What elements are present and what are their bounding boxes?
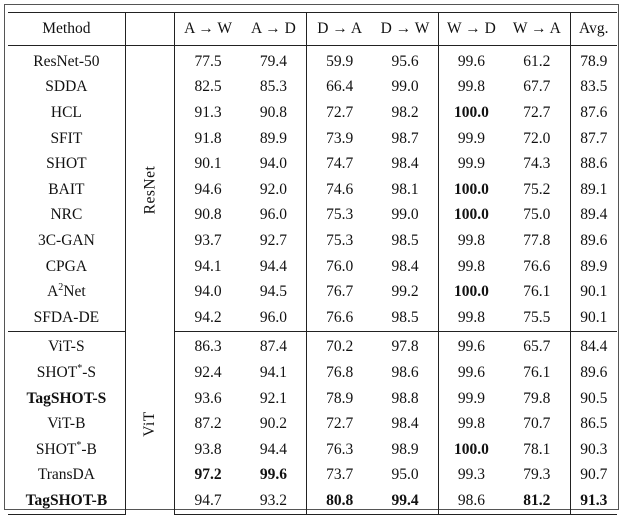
avg-cell: 90.7 [570, 463, 617, 489]
avg-cell: 88.6 [570, 151, 617, 177]
table-row [8, 386, 617, 412]
value-cell: 99.9 [438, 126, 504, 152]
method-sup: * [76, 439, 82, 451]
value-cell: 100.0 [438, 203, 504, 229]
value-cell: 100.0 [438, 177, 504, 203]
value-cell: 81.2 [504, 488, 570, 514]
value-cell: 98.4 [391, 155, 419, 173]
table-row [8, 305, 617, 331]
method-cell: ResNet-50 [33, 52, 100, 70]
method-base: SHOT [35, 440, 77, 458]
value-cell: 79.4 [259, 52, 287, 70]
value-cell: 94.6 [175, 177, 241, 203]
header-backbone [125, 13, 175, 46]
value-cell: 97.2 [175, 463, 241, 489]
value-cell: 76.0 [307, 254, 373, 280]
value-cell: 98.5 [391, 231, 419, 249]
value-cell: 98.7 [391, 129, 419, 147]
avg-cell: 89.9 [570, 254, 617, 280]
value-cell: 87.4 [259, 338, 287, 356]
method-rest: Net [63, 283, 86, 301]
value-cell: 70.7 [523, 415, 551, 433]
value-cell: 73.9 [307, 126, 373, 152]
value-cell: 99.6 [438, 46, 504, 75]
value-cell: 91.8 [175, 126, 241, 152]
value-cell: 74.3 [523, 155, 551, 173]
value-cell: 80.8 [307, 488, 373, 514]
value-cell: 70.2 [307, 331, 373, 360]
method-base: SHOT [36, 363, 78, 381]
value-cell: 100.0 [438, 437, 504, 463]
method-cell: SFDA-DE [8, 305, 125, 331]
value-cell: 94.1 [259, 363, 287, 381]
value-cell: 99.4 [372, 488, 438, 514]
value-cell: 89.9 [259, 129, 287, 147]
avg-cell: 90.5 [570, 386, 617, 412]
value-cell: 67.7 [523, 78, 551, 96]
table-row [8, 279, 617, 305]
table-row [8, 203, 617, 229]
value-cell: 95.0 [391, 466, 419, 484]
value-cell: 99.6 [438, 360, 504, 386]
value-cell: 98.6 [391, 363, 419, 381]
backbone-label: ResNet [141, 165, 159, 215]
table-row [8, 46, 617, 75]
value-cell: 75.5 [504, 305, 570, 331]
method-cell: SDDA [45, 78, 88, 96]
method-sup: * [77, 362, 83, 374]
value-cell: 93.2 [241, 488, 307, 514]
value-cell: 99.8 [438, 228, 504, 254]
value-cell: 76.8 [307, 360, 373, 386]
table-row [8, 488, 617, 514]
value-cell: 97.8 [391, 338, 419, 356]
value-cell: 94.1 [175, 254, 241, 280]
value-cell: 99.0 [391, 78, 419, 96]
value-cell: 75.0 [523, 206, 551, 224]
method-cell: TagSHOT-B [8, 488, 125, 514]
method-cell [8, 360, 125, 386]
header-avg: Avg. [570, 13, 617, 46]
value-cell: 93.8 [175, 437, 241, 463]
value-cell: 94.0 [175, 279, 241, 305]
value-cell: 78.1 [523, 440, 551, 458]
avg-cell: 83.5 [570, 75, 617, 101]
value-cell: 94.4 [259, 257, 287, 275]
value-cell: 99.8 [438, 305, 504, 331]
value-cell: 99.9 [438, 151, 504, 177]
value-cell: 94.2 [175, 305, 241, 331]
value-cell: 100.0 [438, 100, 504, 126]
table-row [8, 411, 617, 437]
value-cell: 99.0 [391, 206, 419, 224]
header-col: D → A [307, 13, 373, 46]
value-cell: 78.9 [307, 386, 373, 412]
value-cell: 72.0 [523, 129, 551, 147]
value-cell: 94.7 [175, 488, 241, 514]
value-cell: 99.8 [438, 75, 504, 101]
method-sup: 2 [58, 281, 64, 293]
avg-cell: 86.5 [570, 411, 617, 437]
value-cell: 90.8 [175, 203, 241, 229]
avg-cell: 89.6 [570, 360, 617, 386]
value-cell: 98.4 [391, 257, 419, 275]
value-cell: 66.4 [307, 75, 373, 101]
value-cell: 98.6 [438, 488, 504, 514]
avg-cell: 87.6 [570, 100, 617, 126]
value-cell: 76.1 [523, 283, 551, 301]
value-cell: 96.0 [259, 206, 287, 224]
value-cell: 72.7 [523, 103, 551, 121]
value-cell: 77.8 [523, 231, 551, 249]
method-cell: CPGA [45, 257, 88, 275]
backbone-cell [125, 46, 175, 332]
value-cell: 75.3 [307, 228, 373, 254]
table-row [8, 177, 617, 203]
value-cell: 76.1 [523, 363, 551, 381]
value-cell: 82.5 [175, 75, 241, 101]
table-row [8, 437, 617, 463]
method-cell: NRC [50, 206, 83, 224]
value-cell: 75.3 [307, 203, 373, 229]
table-row [8, 463, 617, 489]
avg-cell: 90.1 [570, 305, 617, 331]
method-cell: BAIT [48, 180, 85, 198]
avg-cell: 90.3 [570, 437, 617, 463]
value-cell: 92.0 [259, 180, 287, 198]
value-cell: 92.4 [175, 360, 241, 386]
value-cell: 72.7 [307, 100, 373, 126]
value-cell: 99.6 [259, 466, 287, 484]
backbone-label: ViT [141, 411, 159, 437]
value-cell: 98.5 [372, 305, 438, 331]
avg-cell: 84.4 [570, 331, 617, 360]
value-cell: 74.7 [307, 151, 373, 177]
value-cell: 93.7 [175, 228, 241, 254]
value-cell: 90.8 [259, 103, 287, 121]
value-cell: 76.7 [307, 279, 373, 305]
value-cell: 95.6 [391, 52, 419, 70]
value-cell: 61.2 [523, 52, 551, 70]
value-cell: 59.9 [307, 46, 373, 75]
value-cell: 85.3 [259, 78, 287, 96]
value-cell: 100.0 [438, 279, 504, 305]
method-cell: TagSHOT-S [26, 389, 107, 407]
header-col: W → A [504, 13, 570, 46]
value-cell: 79.8 [523, 389, 551, 407]
avg-cell: 89.4 [570, 203, 617, 229]
results-table [8, 12, 617, 515]
value-cell: 99.2 [391, 283, 419, 301]
table-row [8, 151, 617, 177]
table-row [8, 360, 617, 386]
method-cell: HCL [50, 103, 82, 121]
method-base: A [47, 283, 59, 301]
value-cell: 73.7 [307, 463, 373, 489]
method-rest: -S [82, 363, 97, 381]
value-cell: 92.1 [259, 389, 287, 407]
value-cell: 98.1 [391, 180, 419, 198]
value-cell: 75.2 [523, 180, 551, 198]
backbone-cell [125, 331, 175, 514]
value-cell: 98.9 [391, 440, 419, 458]
value-cell: 90.2 [259, 415, 287, 433]
value-cell: 74.6 [307, 177, 373, 203]
method-cell: 3C-GAN [37, 231, 95, 249]
header-row [8, 13, 617, 46]
method-cell: SHOT [46, 155, 87, 173]
method-cell [8, 279, 125, 305]
avg-cell: 87.7 [570, 126, 617, 152]
value-cell: 93.6 [175, 386, 241, 412]
value-cell: 79.3 [523, 466, 551, 484]
value-cell: 77.5 [175, 46, 241, 75]
avg-cell: 89.1 [570, 177, 617, 203]
header-col: W → D [438, 13, 504, 46]
method-cell [8, 437, 125, 463]
value-cell: 76.6 [523, 257, 551, 275]
avg-cell: 78.9 [570, 46, 617, 75]
value-cell: 72.7 [307, 411, 373, 437]
table-row [8, 126, 617, 152]
table-row [8, 75, 617, 101]
value-cell: 96.0 [241, 305, 307, 331]
method-cell: TransDA [37, 466, 95, 484]
value-cell: 87.2 [175, 411, 241, 437]
table-row [8, 228, 617, 254]
value-cell: 76.3 [307, 437, 373, 463]
value-cell: 91.3 [175, 100, 241, 126]
method-cell: ViT-B [47, 415, 86, 433]
value-cell: 98.4 [391, 415, 419, 433]
value-cell: 94.5 [259, 283, 287, 301]
value-cell: 94.4 [259, 440, 287, 458]
table-row [8, 100, 617, 126]
value-cell: 94.0 [259, 155, 287, 173]
method-rest: -B [81, 440, 97, 458]
value-cell: 65.7 [523, 338, 551, 356]
avg-cell: 90.1 [570, 279, 617, 305]
value-cell: 99.8 [438, 411, 504, 437]
header-col: D → W [372, 13, 438, 46]
header-method: Method [8, 13, 125, 46]
value-cell: 90.1 [175, 151, 241, 177]
avg-cell: 91.3 [570, 488, 617, 514]
table-row [8, 331, 617, 360]
method-cell: ViT-S [48, 338, 85, 356]
value-cell: 76.6 [307, 305, 373, 331]
value-cell: 92.7 [259, 231, 287, 249]
header-col: A → D [241, 13, 307, 46]
value-cell: 86.3 [175, 331, 241, 360]
table-row [8, 254, 617, 280]
header-col: A → W [175, 13, 241, 46]
value-cell: 99.8 [438, 254, 504, 280]
avg-cell: 89.6 [570, 228, 617, 254]
value-cell: 99.3 [438, 463, 504, 489]
value-cell: 98.8 [391, 389, 419, 407]
value-cell: 99.6 [438, 331, 504, 360]
value-cell: 99.9 [438, 386, 504, 412]
method-cell: SFIT [50, 129, 83, 147]
value-cell: 98.2 [391, 103, 419, 121]
